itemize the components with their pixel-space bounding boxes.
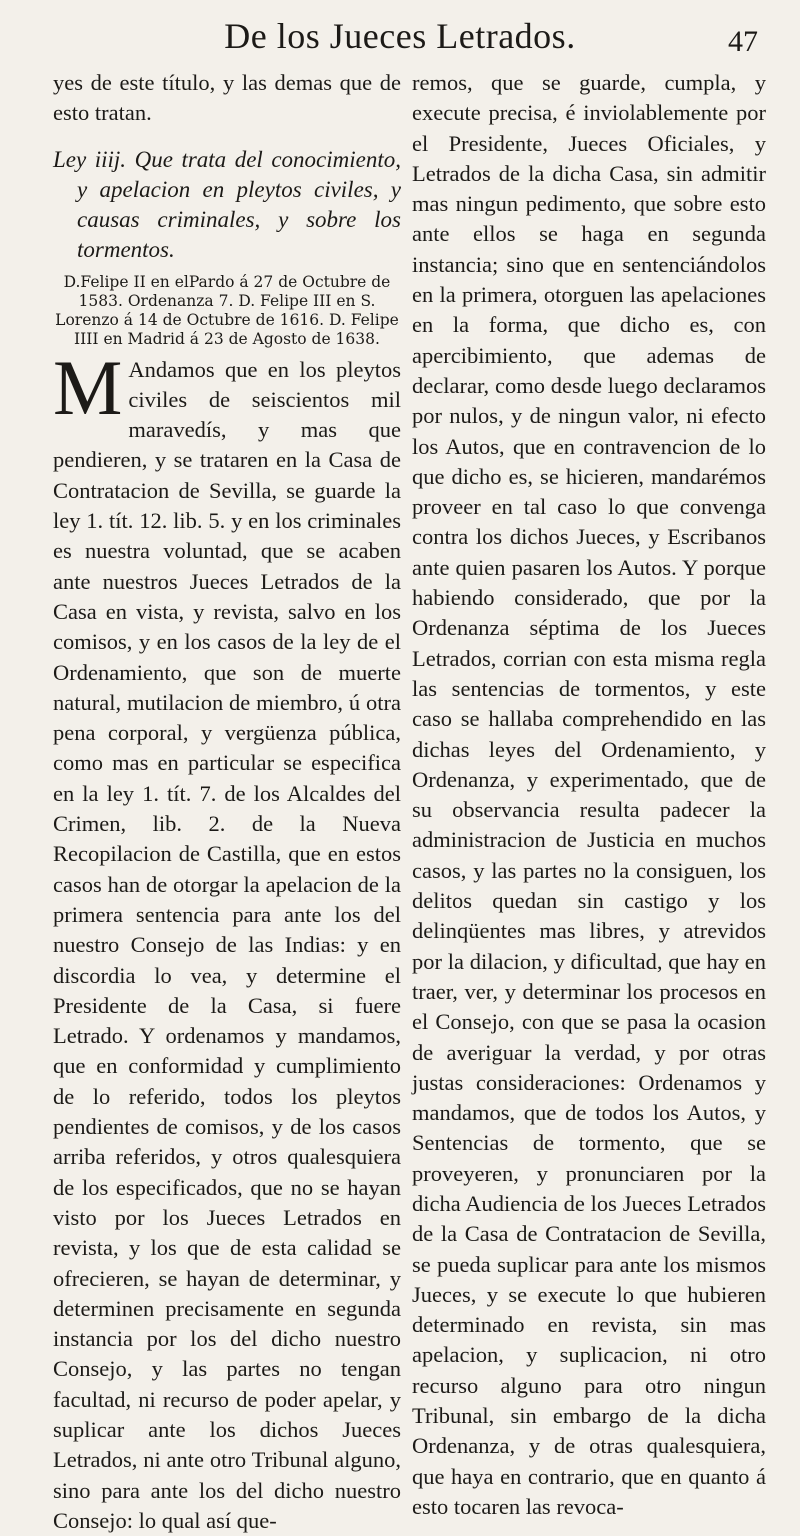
left-column — [53, 68, 401, 1536]
law-body-continued: remos, que se guarde, cumpla, y execute precisa, é inviolablemente por el Presidente, Jueces Oficiales, y Letrados de la dicha Casa, sin admitir mas ningun pedimento, que sobre esto ante ellos se haga en segunda instancia; sino que en sentenciándolos en la primera, otorguen las apelaciones en la forma, que dicho es, con apercibimiento, que ademas de declarar, como desde luego declaramos por nulos, y de ningun valor, ni efecto los Autos, que en contravencion de lo que dicho es, se hicieren, mandarémos proveer en tal caso lo que convenga contra los dichos Jueces, y Escribanos ante quien pasaren los Autos. Y porque habiendo considerado, que por la Ordenanza séptima de los Jueces Letrados, corrian con esta misma regla las sentencias de tormentos, y este caso se hallaba comprehendido en las dichas leyes del Ordenamiento, y Ordenanza, y experimentado, que de su observancia resulta padecer la administracion de Justicia en muchos casos, y las partes no la consiguen, los delitos quedan sin castigo y los delinqüentes mas libres, y atrevidos por la dilacion, y dificultad, que hay en traer, ver, y determinar los procesos en el Consejo, con que se pasa la ocasion de averiguar la verdad, y por otras justas consideraciones: Ordenamos y mandamos, que de todos los Autos, y Sentencias de tormento, que se proveyeren, y pronunciaren por la dicha Audiencia de los Jueces Letrados de la Casa de Contratacion de Sevilla, se pueda suplicar para ante los mismos Jueces, y se execute lo que hubieren determinado en revista, sin mas apelacion, y suplicacion, ni otro recurso alguno para otro ningun Tribunal, sin embargo de la dicha Ordenanza, y de otras qualesquiera, que haya en contrario, que en quanto á esto tocaren las revoca- — [412, 70, 766, 1519]
drop-cap: M — [53, 343, 123, 431]
law-body-start — [53, 343, 401, 1536]
running-title: De los Jueces Letrados. — [224, 16, 576, 56]
page-number: 47 — [728, 25, 758, 58]
running-header — [0, 14, 800, 64]
law-source: D.Felipe II en elPardo á 27 de Octubre de 1583. Ordenanza 7. D. Felipe III en S. Lorenzo á 14 de Octubre de 1616. D. Felipe IIII en Madrid á 23 de Agosto de 1638. — [55, 272, 399, 348]
law-title: Ley iiij. Que trata del conocimiento, y apelacion en pleytos civiles, y causas criminales, y sobre los tormentos. — [53, 146, 401, 262]
intro-text: yes de este título, y las demas que de esto tratan. — [53, 70, 401, 126]
right-column — [412, 68, 766, 1522]
law-body-text: Andamos que en los pleytos civiles de seiscientos mil maravedís, y mas que pendieren, y se trataren en la Casa de Contratacion de Sevilla, se guarde la ley 1. tít. 12. lib. 5. y en los criminales es nuestra voluntad, que se acaben ante nuestros Jueces Letrados de la Casa en vista, y revista, salvo en los comisos, y en los casos de la ley de el Ordenamiento, que son de muerte natural, mutilacion de miembro, ú otra pena corporal, y vergüenza pública, como mas en particular se especifica en la ley 1. tít. 7. de los Alcaldes del Crimen, lib. 2. de la Nueva Recopilacion de Castilla, que en estos casos han de otorgar la apelacion de la primera sentencia para ante los del nuestro Consejo de las Indias: y en discordia lo vea, y determine el Presidente de la Casa, si fuere Letrado. Y ordenamos y mandamos, que en conformidad y cumplimiento de lo referido, todos los pleytos pendientes de comisos, y de los casos arriba referidos, y otros qualesquiera de los especificados, que no se hayan visto por los Jueces Letrados en revista, y los que de esta calidad se ofrecieren, se hayan de determinar, y determinen precisamente en segunda instancia por los del dicho nuestro Consejo, y las partes no tengan facultad, ni recurso de poder apelar, y suplicar ante los dichos Jueces Letrados, ni ante otro Tribunal alguno, sino para ante los del dicho nuestro Consejo: lo qual así que- — [53, 356, 401, 1533]
